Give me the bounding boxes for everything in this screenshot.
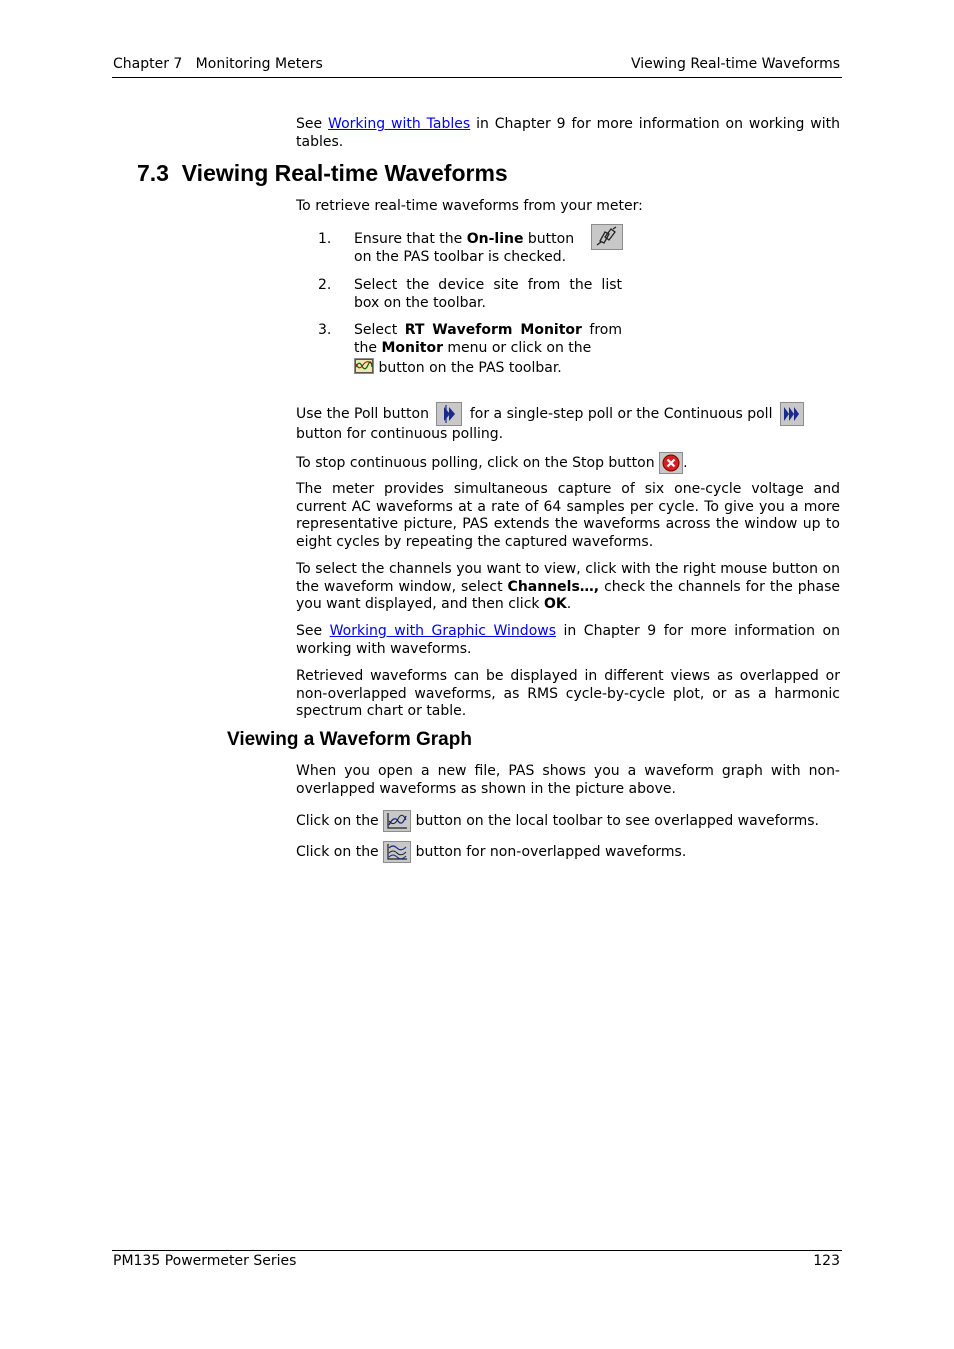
monitor-menu-label: Monitor [381,339,443,356]
stop-icon[interactable] [659,452,683,474]
online-icon[interactable] [591,224,623,250]
intro-rest: in Chapter 9 for more information on working with tables. [296,116,841,150]
see-graphic-windows-paragraph: See Working with Graphic Windows in Chapter 9 for more information on working with waveforms. [296,623,840,657]
working-with-graphic-windows-link[interactable]: Working with Graphic Windows [329,623,557,639]
header-section: Viewing Real-time Waveforms [631,56,840,72]
working-with-tables-link[interactable]: Working with Tables [328,116,471,132]
ok-label: OK [543,596,567,613]
intro-see: See [296,116,323,132]
channels-menu-label: Channels…, [507,578,600,595]
open-file-paragraph: When you open a new file, PAS shows you a waveform graph with non-overlapped waveforms as shown in the picture above. [296,763,840,797]
poll-icon[interactable] [436,402,462,426]
step-text: Ensure that the On-line button on the PAS toolbar is checked. [354,231,575,265]
overlapped-icon[interactable] [383,810,411,832]
non-overlapped-paragraph: Click on the button for non-overlapped waveforms. [296,841,840,863]
step-number: 1. [318,231,332,247]
non-overlapped-icon[interactable] [383,841,411,863]
page-footer [112,1250,842,1269]
stop-paragraph: To stop continuous polling, click on the Stop button . [296,452,840,474]
channels-paragraph: To select the channels you want to view, click with the right mouse button on the waveform window, select Channels…, check the channels for the phase you want displayed, and then click OK. [296,561,841,613]
intro-paragraph [296,116,840,151]
retrieved-paragraph: Retrieved waveforms can be displayed in different views as overlapped or non-overlapped waveforms, as RMS cycle-by-cycle plot, or as a harmonic spectrum chart or table. [296,668,840,720]
rt-waveform-monitor-label: RT Waveform Monitor [404,322,582,338]
step-text: Select RT Waveform Monitor from the Monitor menu or click on the button on the PAS toolbar. [354,322,623,376]
retrieve-text: To retrieve real-time waveforms from your meter: [296,198,643,214]
page-header [112,56,842,78]
capture-paragraph: The meter provides simultaneous capture of six one-cycle voltage and current AC waveforms at a rate of 64 samples per cycle. To give you a more representative picture, PAS extends the waveforms across the window up to eight cycles by repeating the captured waveforms. [296,481,840,550]
poll-paragraph: Use the Poll button for a single-step poll or the Continuous poll button for continuous polling. [296,402,840,444]
footer-product: PM135 Powermeter Series [113,1253,297,1269]
online-label: On-line [466,231,524,247]
step-text: Select the device site from the list box on the toolbar. [354,277,622,311]
step-number: 3. [318,322,332,338]
header-chapter: Chapter 7 Monitoring Meters [113,56,323,72]
section-title: 7.3 Viewing Real-time Waveforms [137,160,508,186]
step-number: 2. [318,277,332,293]
page-number: 123 [813,1253,840,1269]
rt-waveform-icon[interactable] [354,358,374,374]
subsection-title: Viewing a Waveform Graph [227,729,472,750]
continuous-poll-icon[interactable] [780,402,804,426]
overlapped-paragraph: Click on the button on the local toolbar to see overlapped waveforms. [296,810,840,832]
